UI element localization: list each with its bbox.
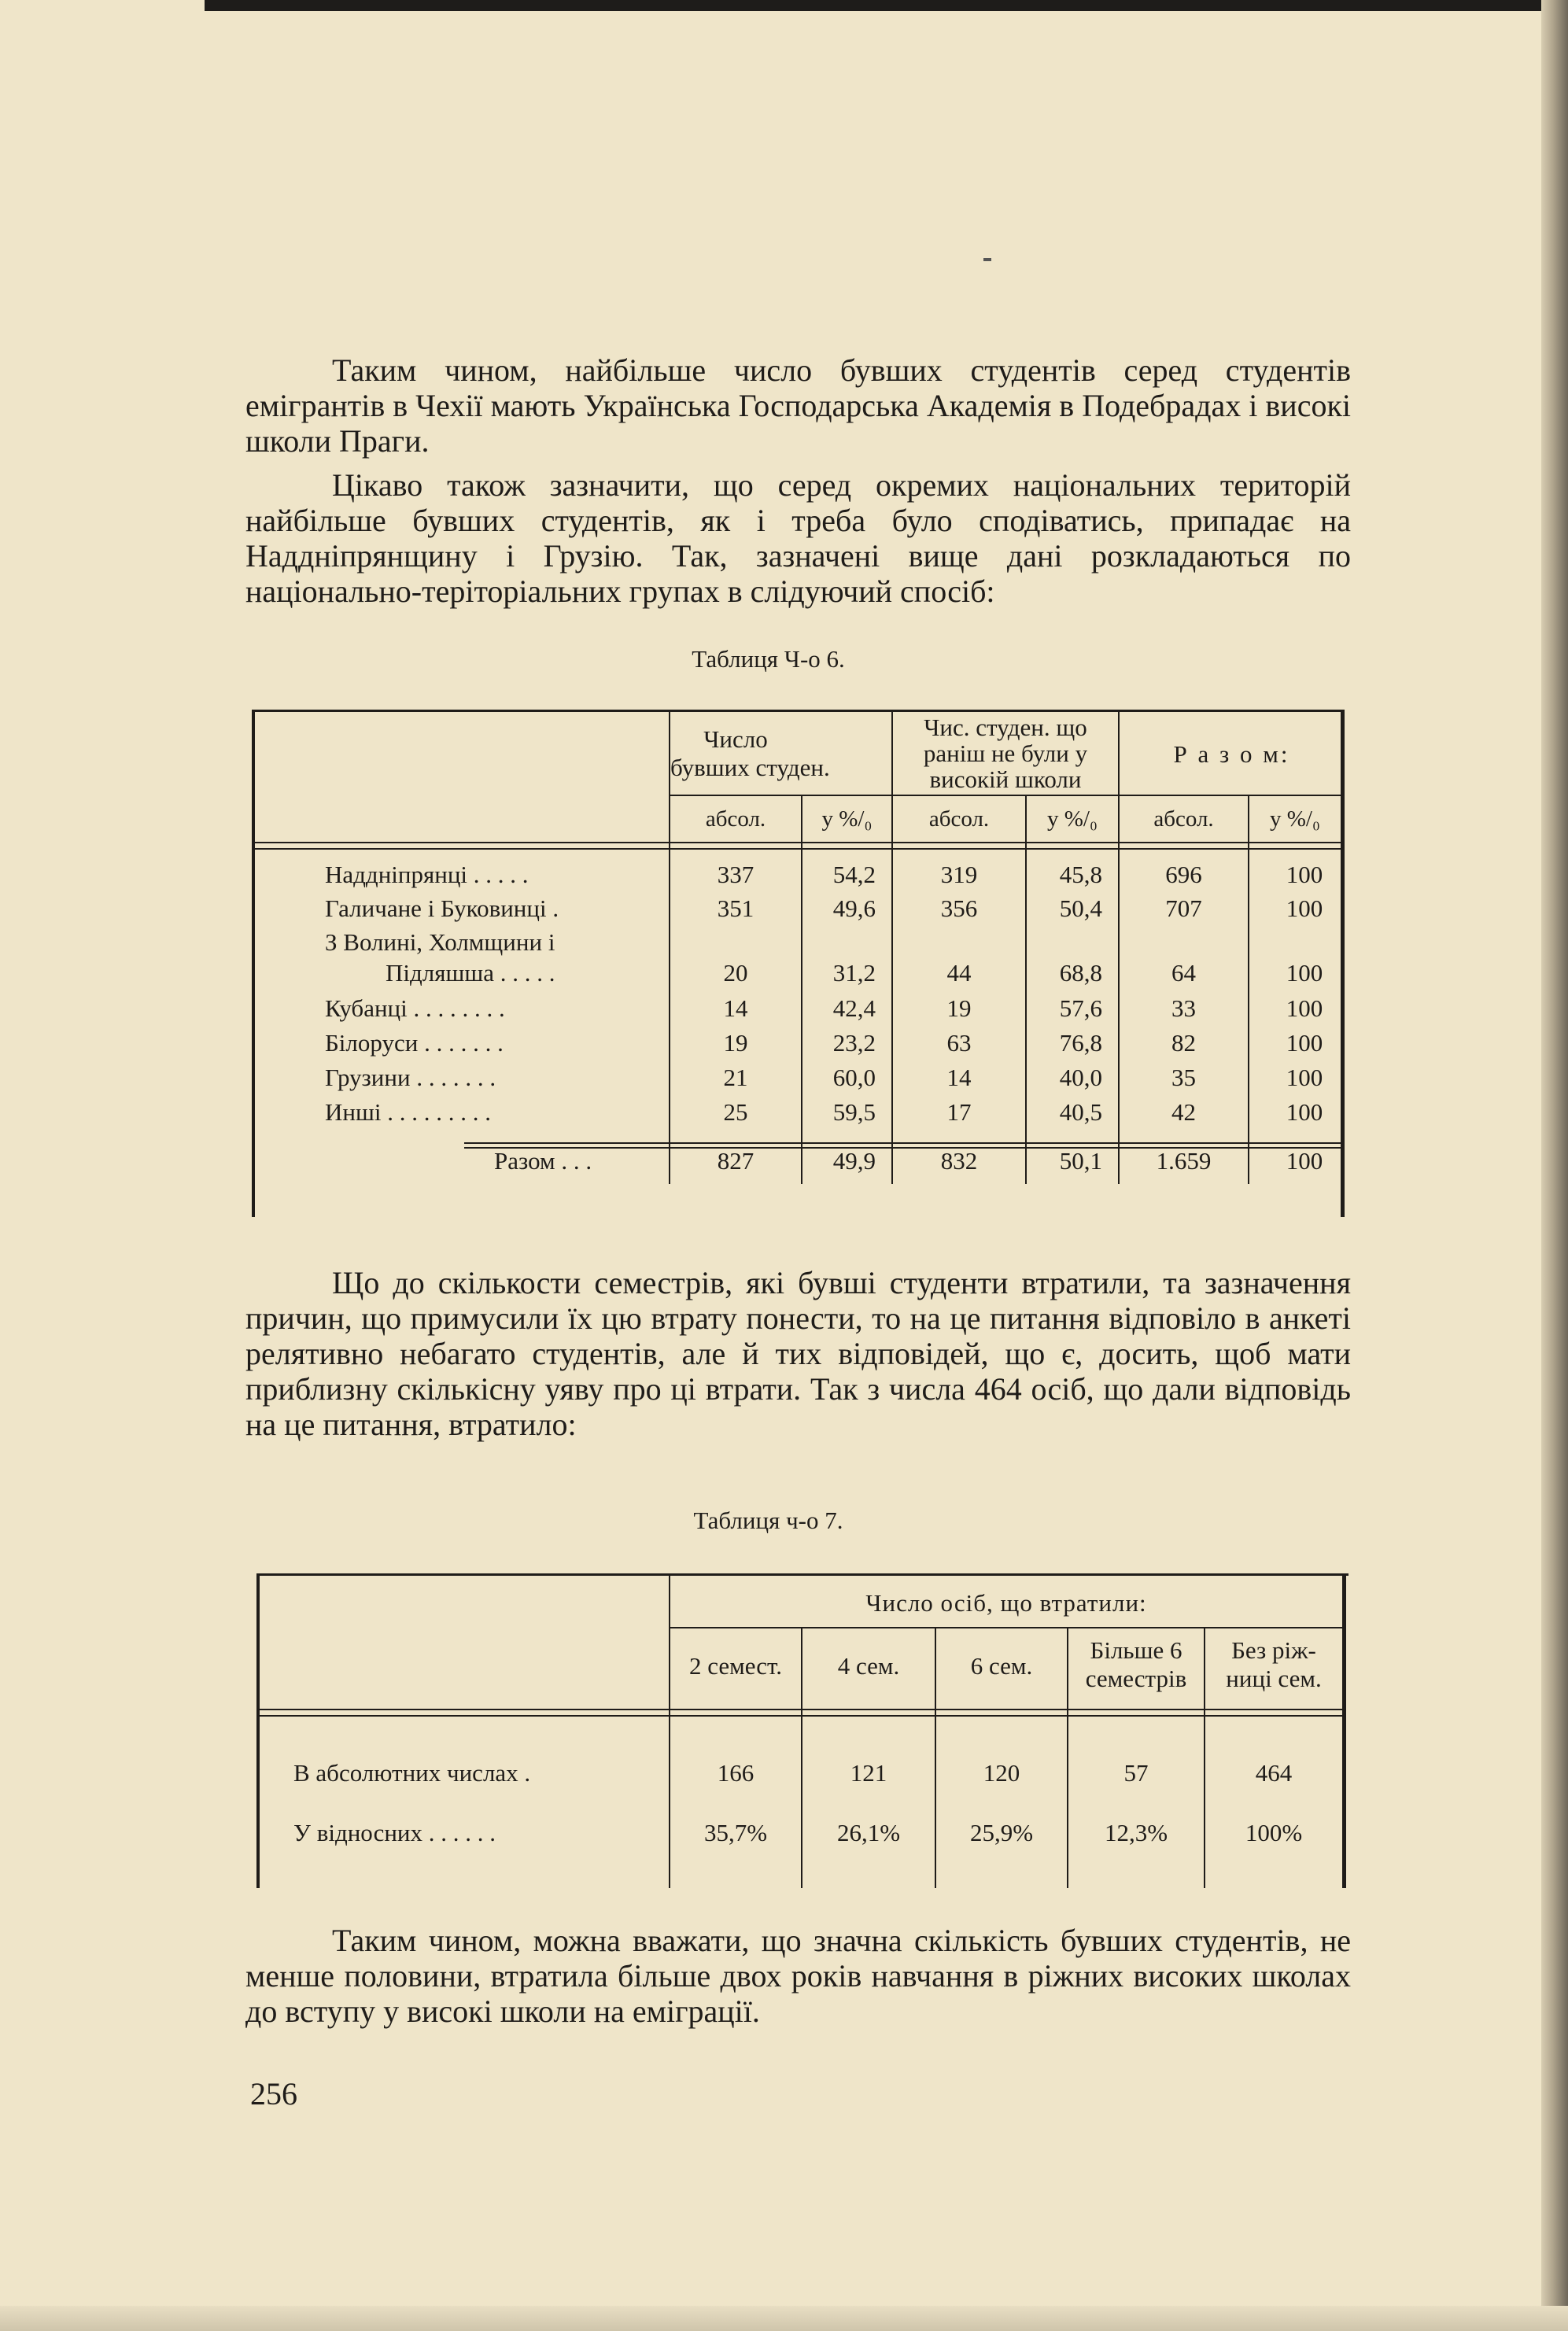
- table-6-cell: 696: [1165, 861, 1202, 888]
- table-7-cell: 100%: [1245, 1819, 1303, 1846]
- printer-mark: [983, 258, 991, 261]
- table-6-total-label: Разом . . .: [494, 1147, 592, 1175]
- table-6-cell: 45,8: [1059, 861, 1102, 888]
- table-6-top-rule: [252, 710, 1344, 712]
- table-6-cell: 21: [723, 1064, 748, 1091]
- table-7-header-col: Без ріж- ниці сем.: [1226, 1636, 1322, 1692]
- table-6-left-border: [252, 710, 255, 1217]
- table-7-cell: 57: [1123, 1759, 1149, 1787]
- table-6-cell: 707: [1165, 894, 1202, 922]
- table-7-caption: Таблиця ч-о 7.: [693, 1507, 843, 1534]
- table-7-cell: 121: [850, 1759, 887, 1787]
- table-7-cell: 120: [983, 1759, 1020, 1787]
- paragraph-4: Таким чином, можна вважати, що значна скількість бувших студентів, не менше половини, втратила більше двох років навчання в ріжних високих школах до вступу у високі школи на еміграції.: [245, 1923, 1351, 2029]
- table-6-header-total: Р а з о м:: [1173, 740, 1290, 768]
- table-6-cell: 44: [946, 959, 972, 987]
- table-6-cell: 20: [723, 959, 748, 987]
- table-6-cell: 82: [1171, 1029, 1196, 1057]
- table-6-total-cell: 827: [717, 1147, 754, 1175]
- table-6-row-label: Грузини . . . . . . .: [325, 1064, 496, 1091]
- table-6-cell: 31,2: [832, 959, 876, 987]
- table-6-subheader-pct-3: у %/₀: [1269, 806, 1321, 832]
- table-6-cell: 68,8: [1059, 959, 1102, 987]
- paragraph-2: Цікаво також зазначити, що серед окремих національних територій найбільше бувших студентів, як і треба було сподіватись, припадає на Наддніпрянщину і Грузію. Так, зазначені вище дані розкладаються по національно-теріторіальних групах в слідуючий спосіб:: [245, 467, 1351, 609]
- table-6-total-cell: 832: [940, 1147, 978, 1175]
- table-7-header-col: 2 семест.: [688, 1652, 783, 1680]
- table-6-header-new-students: Чис. студен. що раніш не були у високій школи: [923, 714, 1088, 793]
- table-6-subheader-abs-3: абсол.: [1153, 806, 1214, 832]
- table-7-cell: 26,1%: [836, 1819, 901, 1846]
- table-6-cell: 42,4: [832, 994, 876, 1022]
- table-6-subheader-abs-2: абсол.: [928, 806, 990, 832]
- scan-bottom-edge: [0, 2306, 1568, 2331]
- table-6-row-label: Кубанці . . . . . . . .: [325, 994, 505, 1022]
- table-6-cell: 63: [946, 1029, 972, 1057]
- table-6-cell: 100: [1286, 1098, 1323, 1126]
- table-6-total-cell: 50,1: [1059, 1147, 1102, 1175]
- table-7-group-header: Число осіб, що втратили:: [865, 1589, 1147, 1617]
- table-6-subheader-pct-2: у %/₀: [1046, 806, 1098, 832]
- table-6-cell: 35: [1171, 1064, 1196, 1091]
- table-6-total-cell: 49,9: [832, 1147, 876, 1175]
- table-6-subheader-pct-1: у %/₀: [821, 806, 873, 832]
- table-7-cell: 12,3%: [1104, 1819, 1168, 1846]
- table-6-cell: 100: [1286, 1029, 1323, 1057]
- table-6-cell: 40,5: [1059, 1098, 1102, 1126]
- table-6-cell: 64: [1171, 959, 1196, 987]
- table-6-cell: 42: [1171, 1098, 1196, 1126]
- table-6-header-former-students: Число бувших студен.: [670, 725, 830, 781]
- table-7-cell: 166: [717, 1759, 754, 1787]
- table-6-cell: 100: [1286, 959, 1323, 987]
- table-7-top-rule: [256, 1573, 1348, 1576]
- table-6-row-label: Наддніпрянці . . . . .: [325, 861, 529, 888]
- table-6-cell: 59,5: [832, 1098, 876, 1126]
- table-7-row-label: У відносних . . . . . .: [293, 1819, 496, 1846]
- table-6-cell: 14: [946, 1064, 972, 1091]
- table-6-cell: 57,6: [1059, 994, 1102, 1022]
- table-6-cell: 14: [723, 994, 748, 1022]
- table-6-cell: 100: [1286, 894, 1323, 922]
- table-7-header-col: Більше 6 семестрів: [1085, 1636, 1187, 1692]
- table-7-right-border: [1342, 1573, 1346, 1888]
- table-6-cell: 100: [1286, 861, 1323, 888]
- table-7-cell: 35,7%: [703, 1819, 768, 1846]
- table-7-header-col: 4 сем.: [837, 1652, 900, 1680]
- table-6-total-cell: 1.659: [1156, 1147, 1212, 1175]
- table-6-cell: 17: [946, 1098, 972, 1126]
- paragraph-3: Що до скількости семестрів, які бувші студенти втратили, та зазначення причин, що примусили їх цю втрату понести, то на це питання відповіло в анкеті релятивно небагато студентів, але й тих відповідей, що є, досить, щоб мати приблизну скількісну уяву про ці втрати. Так з числа 464 осіб, що дали відповідь на це питання, втратило:: [245, 1265, 1351, 1442]
- table-6-total-cell: 100: [1286, 1147, 1323, 1175]
- table-6-cell: 76,8: [1059, 1029, 1102, 1057]
- table-6-cell: 49,6: [832, 894, 876, 922]
- table-6-cell: 351: [717, 894, 754, 922]
- table-6-cell: 100: [1286, 1064, 1323, 1091]
- paragraph-1: Таким чином, найбільше число бувших студентів серед студентів емігрантів в Чехії мають Українська Господарська Академія в Подебрадах і високі школи Праги.: [245, 352, 1351, 459]
- table-6-cell: 60,0: [832, 1064, 876, 1091]
- scan-right-edge: [1541, 0, 1568, 2331]
- table-6-row-label-cont: Підляшша . . . . .: [386, 959, 555, 987]
- table-6-cell: 356: [940, 894, 978, 922]
- table-7-header-col: 6 сем.: [970, 1652, 1033, 1680]
- table-6-cell: 54,2: [832, 861, 876, 888]
- table-6-row-label: Білоруси . . . . . . .: [325, 1029, 504, 1057]
- table-6-cell: 23,2: [832, 1029, 876, 1057]
- table-6-cell: 100: [1286, 994, 1323, 1022]
- table-6-cell: 319: [940, 861, 978, 888]
- page-number: 256: [250, 2076, 297, 2112]
- table-6-cell: 19: [723, 1029, 748, 1057]
- table-6-subheader-abs-1: абсол.: [705, 806, 766, 832]
- table-7-row-label: В абсолютних числах .: [293, 1759, 531, 1787]
- table-7-cell: 464: [1255, 1759, 1293, 1787]
- scan-top-border: [205, 0, 1568, 11]
- table-6-cell: 33: [1171, 994, 1196, 1022]
- table-6-cell: 337: [717, 861, 754, 888]
- table-6-cell: 25: [723, 1098, 748, 1126]
- table-7-left-border: [256, 1573, 260, 1888]
- table-6-caption: Таблиця Ч-о 6.: [692, 645, 845, 673]
- table-6-row-label: З Волині, Холмщини і: [325, 928, 555, 956]
- table-6-row-label: Инші . . . . . . . . .: [325, 1098, 491, 1126]
- table-6-cell: 40,0: [1059, 1064, 1102, 1091]
- table-6-row-label: Галичане і Буковинці .: [325, 894, 559, 922]
- table-7-cell: 25,9%: [969, 1819, 1034, 1846]
- table-6-cell: 50,4: [1059, 894, 1102, 922]
- table-6-cell: 19: [946, 994, 972, 1022]
